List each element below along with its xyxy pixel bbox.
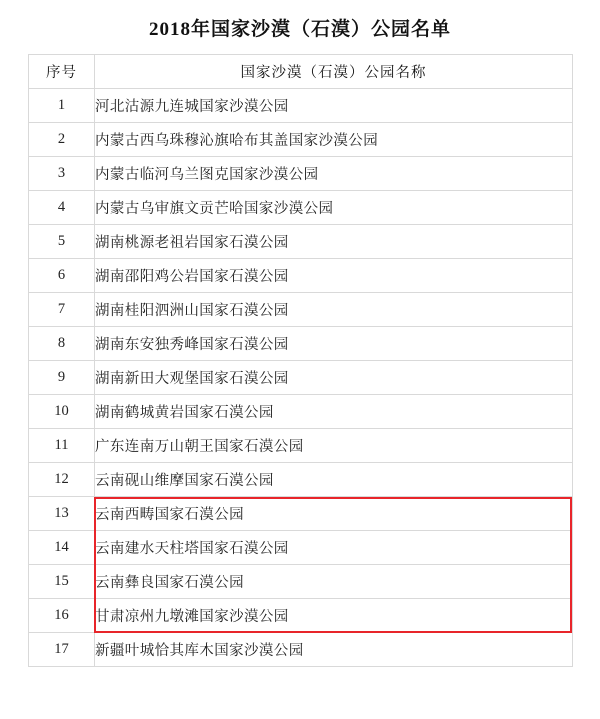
table-row [29,463,573,497]
row-index: 14 [29,531,95,565]
row-park-name: 湖南鹤城黄岩国家石漠公园 [95,395,573,429]
row-index: 10 [29,395,95,429]
table-row [29,327,573,361]
row-index: 15 [29,565,95,599]
table-row [29,633,573,667]
table-row [29,157,573,191]
table-header-row [29,55,573,89]
row-park-name: 湖南桂阳泗洲山国家石漠公园 [95,293,573,327]
row-index: 4 [29,191,95,225]
table-row [29,259,573,293]
row-park-name: 湖南新田大观堡国家石漠公园 [95,361,573,395]
row-park-name: 内蒙古乌审旗文贡芒哈国家沙漠公园 [95,191,573,225]
table-row [29,123,573,157]
row-park-name: 湖南东安独秀峰国家石漠公园 [95,327,573,361]
table-row [29,361,573,395]
table-row [29,225,573,259]
table-row [29,191,573,225]
table-body [29,89,573,667]
row-index: 13 [29,497,95,531]
row-park-name: 广东连南万山朝王国家石漠公园 [95,429,573,463]
row-park-name: 湖南邵阳鸡公岩国家石漠公园 [95,259,573,293]
row-index: 7 [29,293,95,327]
row-index: 1 [29,89,95,123]
table-row [29,565,573,599]
table-row [29,497,573,531]
row-park-name: 河北沽源九连城国家沙漠公园 [95,89,573,123]
row-park-name: 云南西畴国家石漠公园 [95,497,573,531]
row-park-name: 内蒙古临河乌兰图克国家沙漠公园 [95,157,573,191]
row-index: 2 [29,123,95,157]
row-index: 6 [29,259,95,293]
table-row [29,531,573,565]
column-header-name: 国家沙漠（石漠）公园名称 [95,55,573,89]
table-row [29,599,573,633]
row-index: 12 [29,463,95,497]
page-bottom-edge [0,709,600,719]
row-index: 11 [29,429,95,463]
row-park-name: 新疆叶城恰其库木国家沙漠公园 [95,633,573,667]
row-park-name: 湖南桃源老祖岩国家石漠公园 [95,225,573,259]
row-index: 8 [29,327,95,361]
row-index: 9 [29,361,95,395]
row-park-name: 云南建水天柱塔国家石漠公园 [95,531,573,565]
row-park-name: 甘肃凉州九墩滩国家沙漠公园 [95,599,573,633]
row-park-name: 云南彝良国家石漠公园 [95,565,573,599]
column-header-index: 序号 [29,55,95,89]
table-row [29,89,573,123]
table-row [29,395,573,429]
table-row [29,293,573,327]
row-index: 5 [29,225,95,259]
row-index: 17 [29,633,95,667]
park-list-table [28,54,573,667]
row-index: 3 [29,157,95,191]
row-park-name: 内蒙古西乌珠穆沁旗哈布其盖国家沙漠公园 [95,123,573,157]
table-row [29,429,573,463]
page-title: 2018年国家沙漠（石漠）公园名单 [148,19,451,40]
row-index: 16 [29,599,95,633]
row-park-name: 云南砚山维摩国家石漠公园 [95,463,573,497]
